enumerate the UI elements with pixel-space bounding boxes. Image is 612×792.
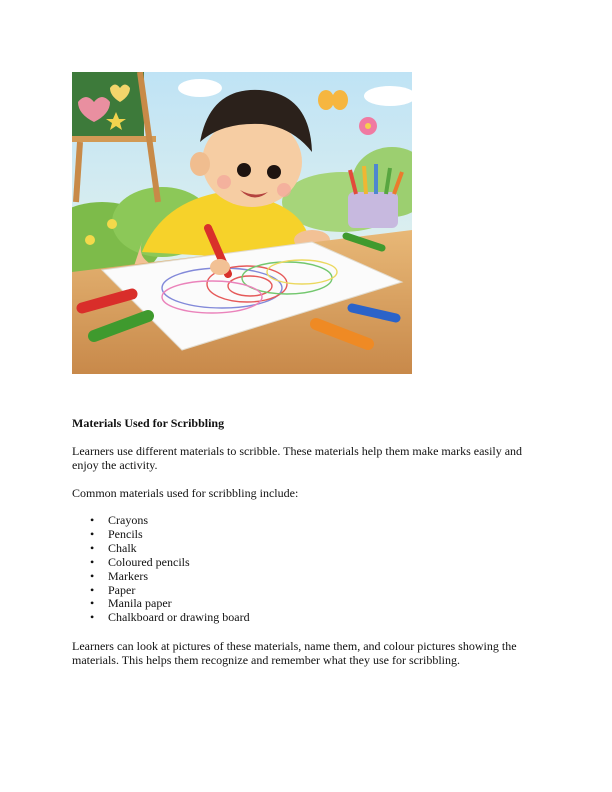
section-heading: Materials Used for Scribbling (72, 416, 225, 430)
list-item: • Coloured pencils (108, 556, 542, 570)
list-intro: Common materials used for scribbling include: (72, 486, 299, 500)
boy-scribbling-illustration (72, 72, 412, 374)
list-item: • Pencils (108, 528, 542, 542)
materials-list (72, 514, 542, 625)
list-item: • Paper (108, 584, 542, 598)
list-item: • Crayons (108, 514, 542, 528)
list-item: • Chalkboard or drawing board (108, 611, 542, 625)
closing-paragraph: Learners can look at pictures of these materials, name them, and colour pictures showing the materials. This helps them recognize and remember what they use for scribbling. (72, 639, 517, 668)
intro-paragraph: Learners use different materials to scribble. These materials help them make marks easily and enjoy the activity. (72, 444, 523, 472)
list-item: • Manila paper (108, 597, 542, 611)
materials-section (72, 416, 542, 681)
list-item: • Chalk (108, 542, 542, 556)
list-item: • Markers (108, 570, 542, 584)
